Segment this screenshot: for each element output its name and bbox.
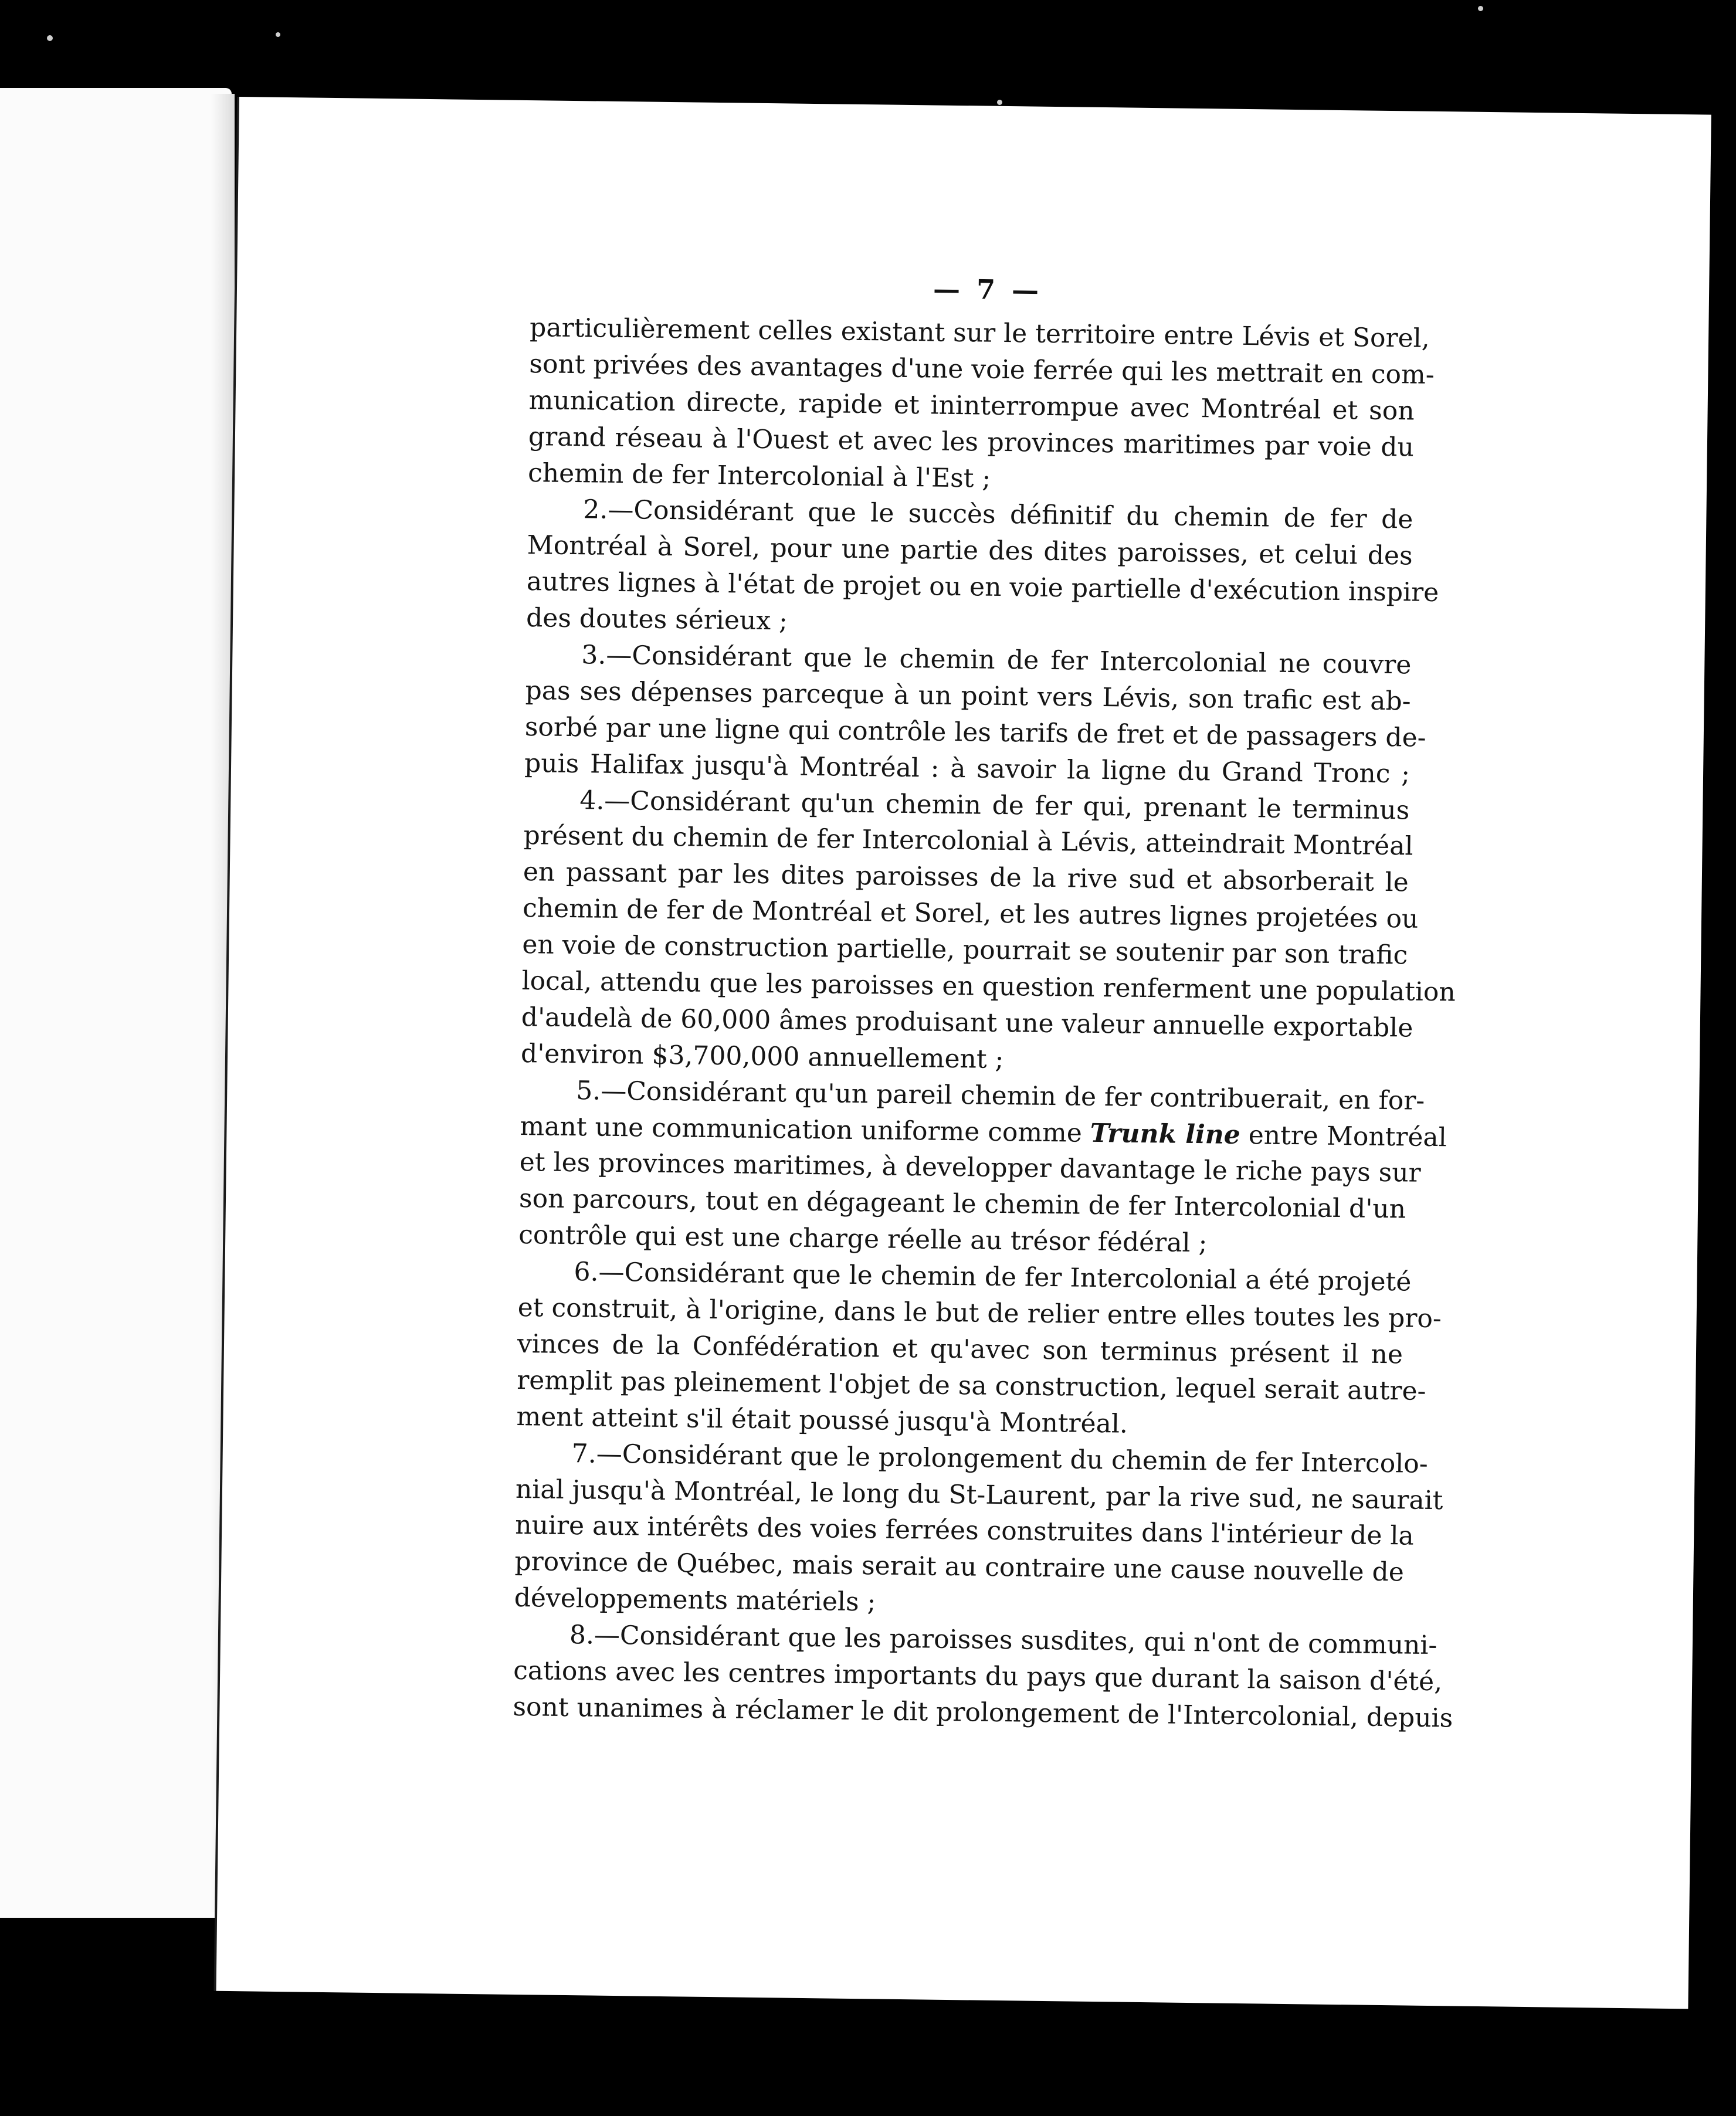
paragraph-7 [514, 1435, 1443, 1627]
text-line: local, attendu que les paroisses en question renferment une population [521, 966, 1456, 1008]
text-line: présent du chemin de fer Intercolonial à Lévis, atteindrait Montréal [523, 820, 1413, 862]
text-line: munication directe, rapide et ininterrompue avec Montréal et son [528, 385, 1415, 426]
paragraph-5 [518, 1072, 1447, 1264]
text-line: 7.—Considérant que le prolongement du chemin de fer Intercolo- [571, 1438, 1428, 1479]
paragraph-8 [513, 1616, 1453, 1736]
body-text [513, 310, 1456, 1736]
text-line: 5.—Considérant qu'un pareil chemin de fer contribuerait, en for- [576, 1075, 1425, 1116]
text-line: en passant par les dites paroisses de la rive sud et absorberait le [523, 857, 1409, 898]
italic-term: Trunk line [1090, 1118, 1241, 1150]
text-line: puis Halifax jusqu'à Montréal : à savoir la ligne du Grand Tronc ; [524, 748, 1410, 789]
text-line: contrôle qui est une charge réelle au trésor fédéral ; [518, 1220, 1208, 1259]
dust-speck [997, 100, 1002, 105]
text-line: 8.—Considérant que les paroisses susdites, qui n'ont de communi- [569, 1620, 1437, 1661]
text-line: vinces de la Confédération et qu'avec son terminus présent il ne [517, 1328, 1403, 1370]
text-line: autres lignes à l'état de projet ou en voie partielle d'exécution inspire [526, 567, 1439, 608]
text-line: 4.—Considérant qu'un chemin de fer qui, prenant le terminus [579, 785, 1410, 826]
text-line: grand réseau à l'Ouest et avec les provinces maritimes par voie du [528, 421, 1415, 463]
dust-speck [1478, 6, 1483, 11]
paragraph-4 [520, 782, 1456, 1083]
text-line: sorbé par une ligne qui contrôle les tarifs de fret et de passagers de- [524, 711, 1426, 753]
text-line: chemin de fer Intercolonial à l'Est ; [527, 457, 991, 494]
dust-speck [47, 35, 53, 41]
text-line: en voie de construction partielle, pourrait se soutenir par son trafic [522, 930, 1408, 971]
page-number: — 7 — [933, 273, 1043, 306]
text-line: des doutes sérieux ; [525, 603, 788, 636]
text-line: d'audelà de 60,000 âmes produisant une valeur annuelle exportable [521, 1002, 1413, 1043]
paragraph-3 [524, 636, 1426, 792]
left-page-edge [0, 88, 232, 1918]
text-line: remplit pas pleinement l'objet de sa construction, lequel serait autre- [516, 1365, 1426, 1406]
text-line: sont privées des avantages d'une voie ferrée qui les mettrait en com- [529, 348, 1435, 390]
paragraph-6 [516, 1253, 1442, 1446]
text-line: développements matériels ; [514, 1583, 876, 1617]
text-line: et les provinces maritimes, à developper davantage le riche pays sur [519, 1147, 1421, 1189]
text-line: sont unanimes à réclamer le dit prolongement de l'Intercolonial, depuis [513, 1691, 1453, 1734]
text-segment: entre Montréal [1240, 1120, 1447, 1152]
text-line: ment atteint s'il était poussé jusqu'à Montréal. [516, 1401, 1128, 1439]
text-line: 2.—Considérant que le succès définitif du chemin de fer de [583, 494, 1413, 535]
text-line: d'environ $3,700,000 annuellement ; [520, 1038, 1004, 1074]
text-line: cations avec les centres importants du pays que durant la saison d'été, [513, 1655, 1443, 1697]
text-line: particulièrement celles existant sur le territoire entre Lévis et Sorel, [529, 313, 1430, 354]
text-line: nuire aux intérêts des voies ferrées construites dans l'intérieur de la [514, 1510, 1415, 1552]
text-line: 6.—Considérant que le chemin de fer Intercolonial a été projeté [574, 1257, 1412, 1297]
paragraph-continuation [527, 310, 1435, 502]
text-line: nial jusqu'à Montréal, le long du St-Laurent, par la rive sud, ne saurait [515, 1474, 1443, 1515]
text-line: pas ses dépenses parceque à un point vers Lévis, son trafic est ab- [525, 675, 1411, 717]
text-line: Montréal à Sorel, pour une partie des dites paroisses, et celui des [527, 530, 1413, 571]
text-line: et construit, à l'origine, dans le but de relier entre elles toutes les pro- [517, 1293, 1442, 1334]
dust-speck [276, 32, 280, 37]
paragraph-2 [525, 491, 1439, 647]
right-page [216, 97, 1711, 2009]
text-segment: mant une communication uniforme comme [520, 1111, 1091, 1148]
text-line: 3.—Considérant que le chemin de fer Intercolonial ne couvre [581, 640, 1412, 680]
text-line: chemin de fer de Montréal et Sorel, et les autres lignes projetées ou [522, 893, 1419, 934]
text-line: province de Québec, mais serait au contraire une cause nouvelle de [514, 1547, 1405, 1588]
text-line: son parcours, tout en dégageant le chemin de fer Intercolonial d'un [518, 1184, 1406, 1225]
